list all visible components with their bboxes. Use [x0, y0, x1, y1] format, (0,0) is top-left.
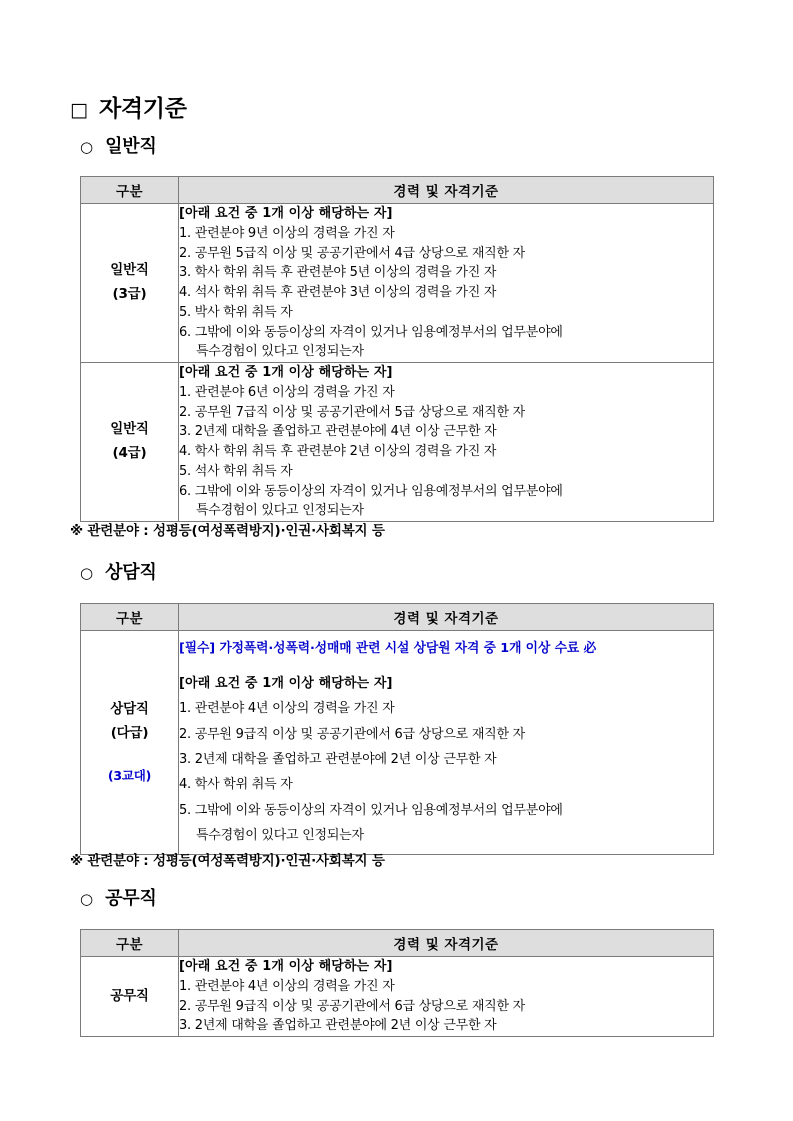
criteria-cell-public-service — [179, 957, 714, 1037]
page-title-text: 자격기준 — [98, 96, 187, 122]
list-item: 1. 관련분야 4년 이상의 경력을 가진 자 — [179, 978, 395, 994]
section-heading-public-service-label: 공무직 — [105, 888, 157, 909]
category-label: 공무직 — [110, 987, 149, 1004]
circle-bullet-icon: ○ — [80, 138, 94, 156]
column-header-gubun: 구분 — [81, 177, 179, 204]
list-item: 2. 공무원 7급직 이상 및 공공기관에서 5급 상당으로 재직한 자 — [179, 404, 525, 420]
table-row — [81, 204, 714, 363]
list-item: 1. 관련분야 9년 이상의 경력을 가진 자 — [179, 225, 395, 241]
criteria-continuation: 특수경험이 있다고 인정되는자 — [196, 344, 364, 360]
category-grade: (4급) — [112, 445, 147, 461]
criteria-continuation: 특수경험이 있다고 인정되는자 — [196, 828, 364, 844]
circle-bullet-icon: ○ — [80, 890, 94, 908]
criteria-cell-general-4 — [179, 363, 714, 522]
list-item: 4. 석사 학위 취득 후 관련분야 3년 이상의 경력을 가진 자 — [179, 285, 497, 300]
category-cell-counseling — [81, 631, 179, 855]
category-label: 상담직 — [110, 701, 149, 718]
criteria-list — [179, 696, 713, 823]
column-header-gubun: 구분 — [81, 930, 179, 957]
criteria-title: [아래 요건 중 1개 이상 해당하는 자] — [179, 206, 393, 221]
list-item: 6. 그밖에 이와 동등이상의 자격이 있거나 임용예정부서의 업무분야에 — [179, 483, 563, 499]
table-row — [81, 957, 714, 1037]
list-item: 3. 학사 학위 취득 후 관련분야 5년 이상의 경력을 가진 자 — [179, 265, 497, 281]
list-item: 2. 공무원 9급직 이상 및 공공기관에서 6급 상당으로 재직한 자 — [179, 998, 525, 1014]
section-heading-public-service — [80, 890, 157, 908]
list-item: 3. 2년제 대학을 졸업하고 관련분야에 4년 이상 근무한 자 — [179, 424, 497, 440]
list-item: 4. 학사 학위 취득 자 — [179, 777, 293, 793]
circle-bullet-icon: ○ — [80, 564, 94, 582]
category-cell-public-service — [81, 957, 179, 1037]
qualification-table-general — [80, 176, 714, 522]
section-heading-general-label: 일반직 — [105, 136, 157, 157]
qualification-table-public-service — [80, 929, 714, 1037]
criteria-title: [아래 요건 중 1개 이상 해당하는 자] — [179, 959, 393, 974]
criteria-list — [179, 224, 713, 343]
section-heading-counseling — [80, 564, 157, 582]
table-row — [81, 363, 714, 522]
section-heading-counseling-label: 상담직 — [105, 562, 157, 583]
required-note: [필수] 가정폭력·성폭력·성매매 관련 시설 상담원 자격 중 1개 이상 수료 必 — [179, 641, 597, 656]
table-header-row — [81, 604, 714, 631]
list-item: 6. 그밖에 이와 동등이상의 자격이 있거나 임용예정부서의 업무분야에 — [179, 324, 563, 340]
category-grade: (3급) — [112, 286, 147, 302]
column-header-gubun: 구분 — [81, 604, 179, 631]
square-bullet-icon: □ — [70, 99, 88, 121]
footnote-general: ※ 관련분야 : 성평등(여성폭력방지)·인권·사회복지 등 — [70, 523, 385, 539]
list-item: 1. 관련분야 4년 이상의 경력을 가진 자 — [179, 701, 395, 717]
list-item: 5. 그밖에 이와 동등이상의 자격이 있거나 임용예정부서의 업무분야에 — [179, 802, 563, 818]
list-item: 5. 박사 학위 취득 자 — [179, 304, 293, 320]
table-header-row — [81, 930, 714, 957]
qualification-table-counseling — [80, 603, 714, 855]
list-item: 4. 학사 학위 취득 후 관련분야 2년 이상의 경력을 가진 자 — [179, 444, 497, 459]
criteria-list — [179, 977, 713, 1036]
category-label: 일반직 — [110, 421, 149, 438]
criteria-title: [아래 요건 중 1개 이상 해당하는 자] — [179, 675, 393, 691]
category-label: 일반직 — [110, 262, 149, 279]
list-item: 2. 공무원 5급직 이상 및 공공기관에서 4급 상당으로 재직한 자 — [179, 245, 525, 261]
criteria-continuation: 특수경험이 있다고 인정되는자 — [196, 503, 364, 519]
page-title — [70, 98, 187, 121]
column-header-criteria: 경력 및 자격기준 — [179, 604, 714, 631]
list-item: 5. 석사 학위 취득 자 — [179, 463, 293, 479]
category-shift-label: (3교대) — [107, 768, 152, 784]
table-row — [81, 631, 714, 855]
criteria-cell-general-3 — [179, 204, 714, 363]
footnote-counseling: ※ 관련분야 : 성평등(여성폭력방지)·인권·사회복지 등 — [70, 853, 385, 869]
column-header-criteria: 경력 및 자격기준 — [179, 177, 714, 204]
table-header-row — [81, 177, 714, 204]
criteria-title: [아래 요건 중 1개 이상 해당하는 자] — [179, 365, 393, 380]
category-cell-general-3 — [81, 204, 179, 363]
criteria-list — [179, 383, 713, 502]
category-grade: (다급) — [110, 724, 149, 741]
list-item: 3. 2년제 대학을 졸업하고 관련분야에 2년 이상 근무한 자 — [179, 751, 497, 767]
list-item: 1. 관련분야 6년 이상의 경력을 가진 자 — [179, 384, 395, 400]
criteria-cell-counseling — [179, 631, 714, 855]
list-item: 3. 2년제 대학을 졸업하고 관련분야에 2년 이상 근무한 자 — [179, 1018, 497, 1034]
category-cell-general-4 — [81, 363, 179, 522]
list-item: 2. 공무원 9급직 이상 및 공공기관에서 6급 상당으로 재직한 자 — [179, 726, 525, 742]
section-heading-general — [80, 138, 157, 156]
column-header-criteria: 경력 및 자격기준 — [179, 930, 714, 957]
